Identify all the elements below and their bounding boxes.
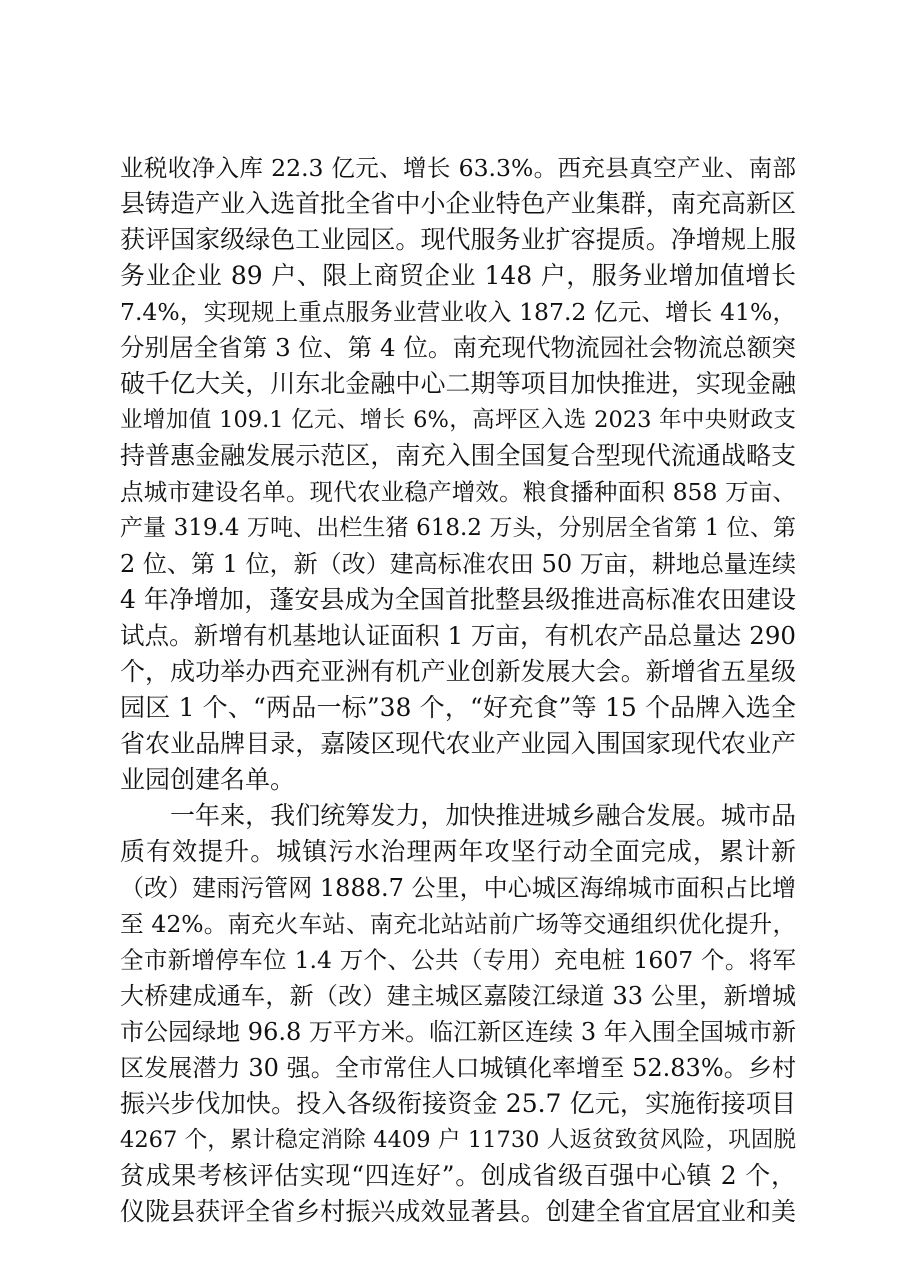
text-line: 仪陇县获评全省乡村振兴成效显著县。创建全省宜居宜业和美 xyxy=(120,1197,796,1226)
text-line: 全市新增停车位 1.4 万个、公共（专用）充电桩 1607 个。将军 xyxy=(120,946,796,974)
text-line: 业增加值 109.1 亿元、增长 6%，高坪区入选 2023 年中央财政支 xyxy=(120,407,796,433)
text-line: 破千亿大关，川东北金融中心二期等项目加快推进，实现金融 xyxy=(120,369,796,398)
text-line: 7.4%，实现规上重点服务业营业收入 187.2 亿元、增长 41%， xyxy=(120,298,796,326)
text-line: 业园创建名单。 xyxy=(120,765,296,794)
text-line: 一年来，我们统筹发力，加快推进城乡融合发展。城市品 xyxy=(170,801,796,830)
text-line: 振兴步伐加快。投入各级衔接资金 25.7 亿元，实施衔接项目 xyxy=(120,1089,796,1118)
text-line: 分别居全省第 3 位、第 4 位。南充现代物流园社会物流总额突 xyxy=(120,333,796,362)
text-line: 2 位、第 1 位，新（改）建高标准农田 50 万亩，耕地总量连续 xyxy=(120,550,796,578)
text-line: 个，成功举办西充亚洲有机产业创新发展大会。新增省五星级 xyxy=(120,657,796,686)
text-line: 点城市建设名单。现代农业稳产增效。粮食播种面积 858 万亩、 xyxy=(120,478,796,506)
text-line: 市公园绿地 96.8 万平方米。临江新区连续 3 年入围全国城市新 xyxy=(120,1018,796,1046)
text-line: 业税收净入库 22.3 亿元、增长 63.3%。西充县真空产业、南部 xyxy=(120,154,796,182)
text-line: 贫成果考核评估实现“四连好”。创成省级百强中心镇 2 个， xyxy=(120,1161,796,1190)
text-line: 县铸造产业入选首批全省中小企业特色产业集群，南充高新区 xyxy=(120,189,796,218)
text-line: 园区 1 个、“两品一标”38 个，“好充食”等 15 个品牌入选全 xyxy=(120,693,796,722)
text-line: 持普惠金融发展示范区，南充入围全国复合型现代流通战略支 xyxy=(120,441,796,470)
text-line: 务业企业 89 户、限上商贸企业 148 户，服务业增加值增长 xyxy=(120,261,796,290)
text-line: 大桥建成通车，新（改）建主城区嘉陵江绿道 33 公里，新增城 xyxy=(120,982,796,1010)
text-line: 试点。新增有机基地认证面积 1 万亩，有机农产品总量达 290 xyxy=(120,621,796,650)
text-line: 至 42%。南充火车站、南充北站站前广场等交通组织优化提升， xyxy=(120,910,796,938)
text-line: 4 年净增加，蓬安县成为全国首批整县级推进高标准农田建设 xyxy=(120,585,796,614)
text-line: 4267 个，累计稳定消除 4409 户 11730 人返贫致贫风险，巩固脱 xyxy=(120,1127,796,1153)
text-line: 区发展潜力 30 强。全市常住人口城镇化率增至 52.83%。乡村 xyxy=(120,1054,796,1082)
text-line: （改）建雨污管网 1888.7 公里，中心城区海绵城市面积占比增 xyxy=(120,874,796,902)
text-line: 获评国家级绿色工业园区。现代服务业扩容提质。净增规上服 xyxy=(120,225,796,254)
text-line: 省农业品牌目录，嘉陵区现代农业产业园入围国家现代农业产 xyxy=(120,729,796,758)
text-line: 产量 319.4 万吨、出栏生猪 618.2 万头，分别居全省第 1 位、第 xyxy=(120,515,796,541)
text-line: 质有效提升。城镇污水治理两年攻坚行动全面完成，累计新 xyxy=(120,837,796,866)
